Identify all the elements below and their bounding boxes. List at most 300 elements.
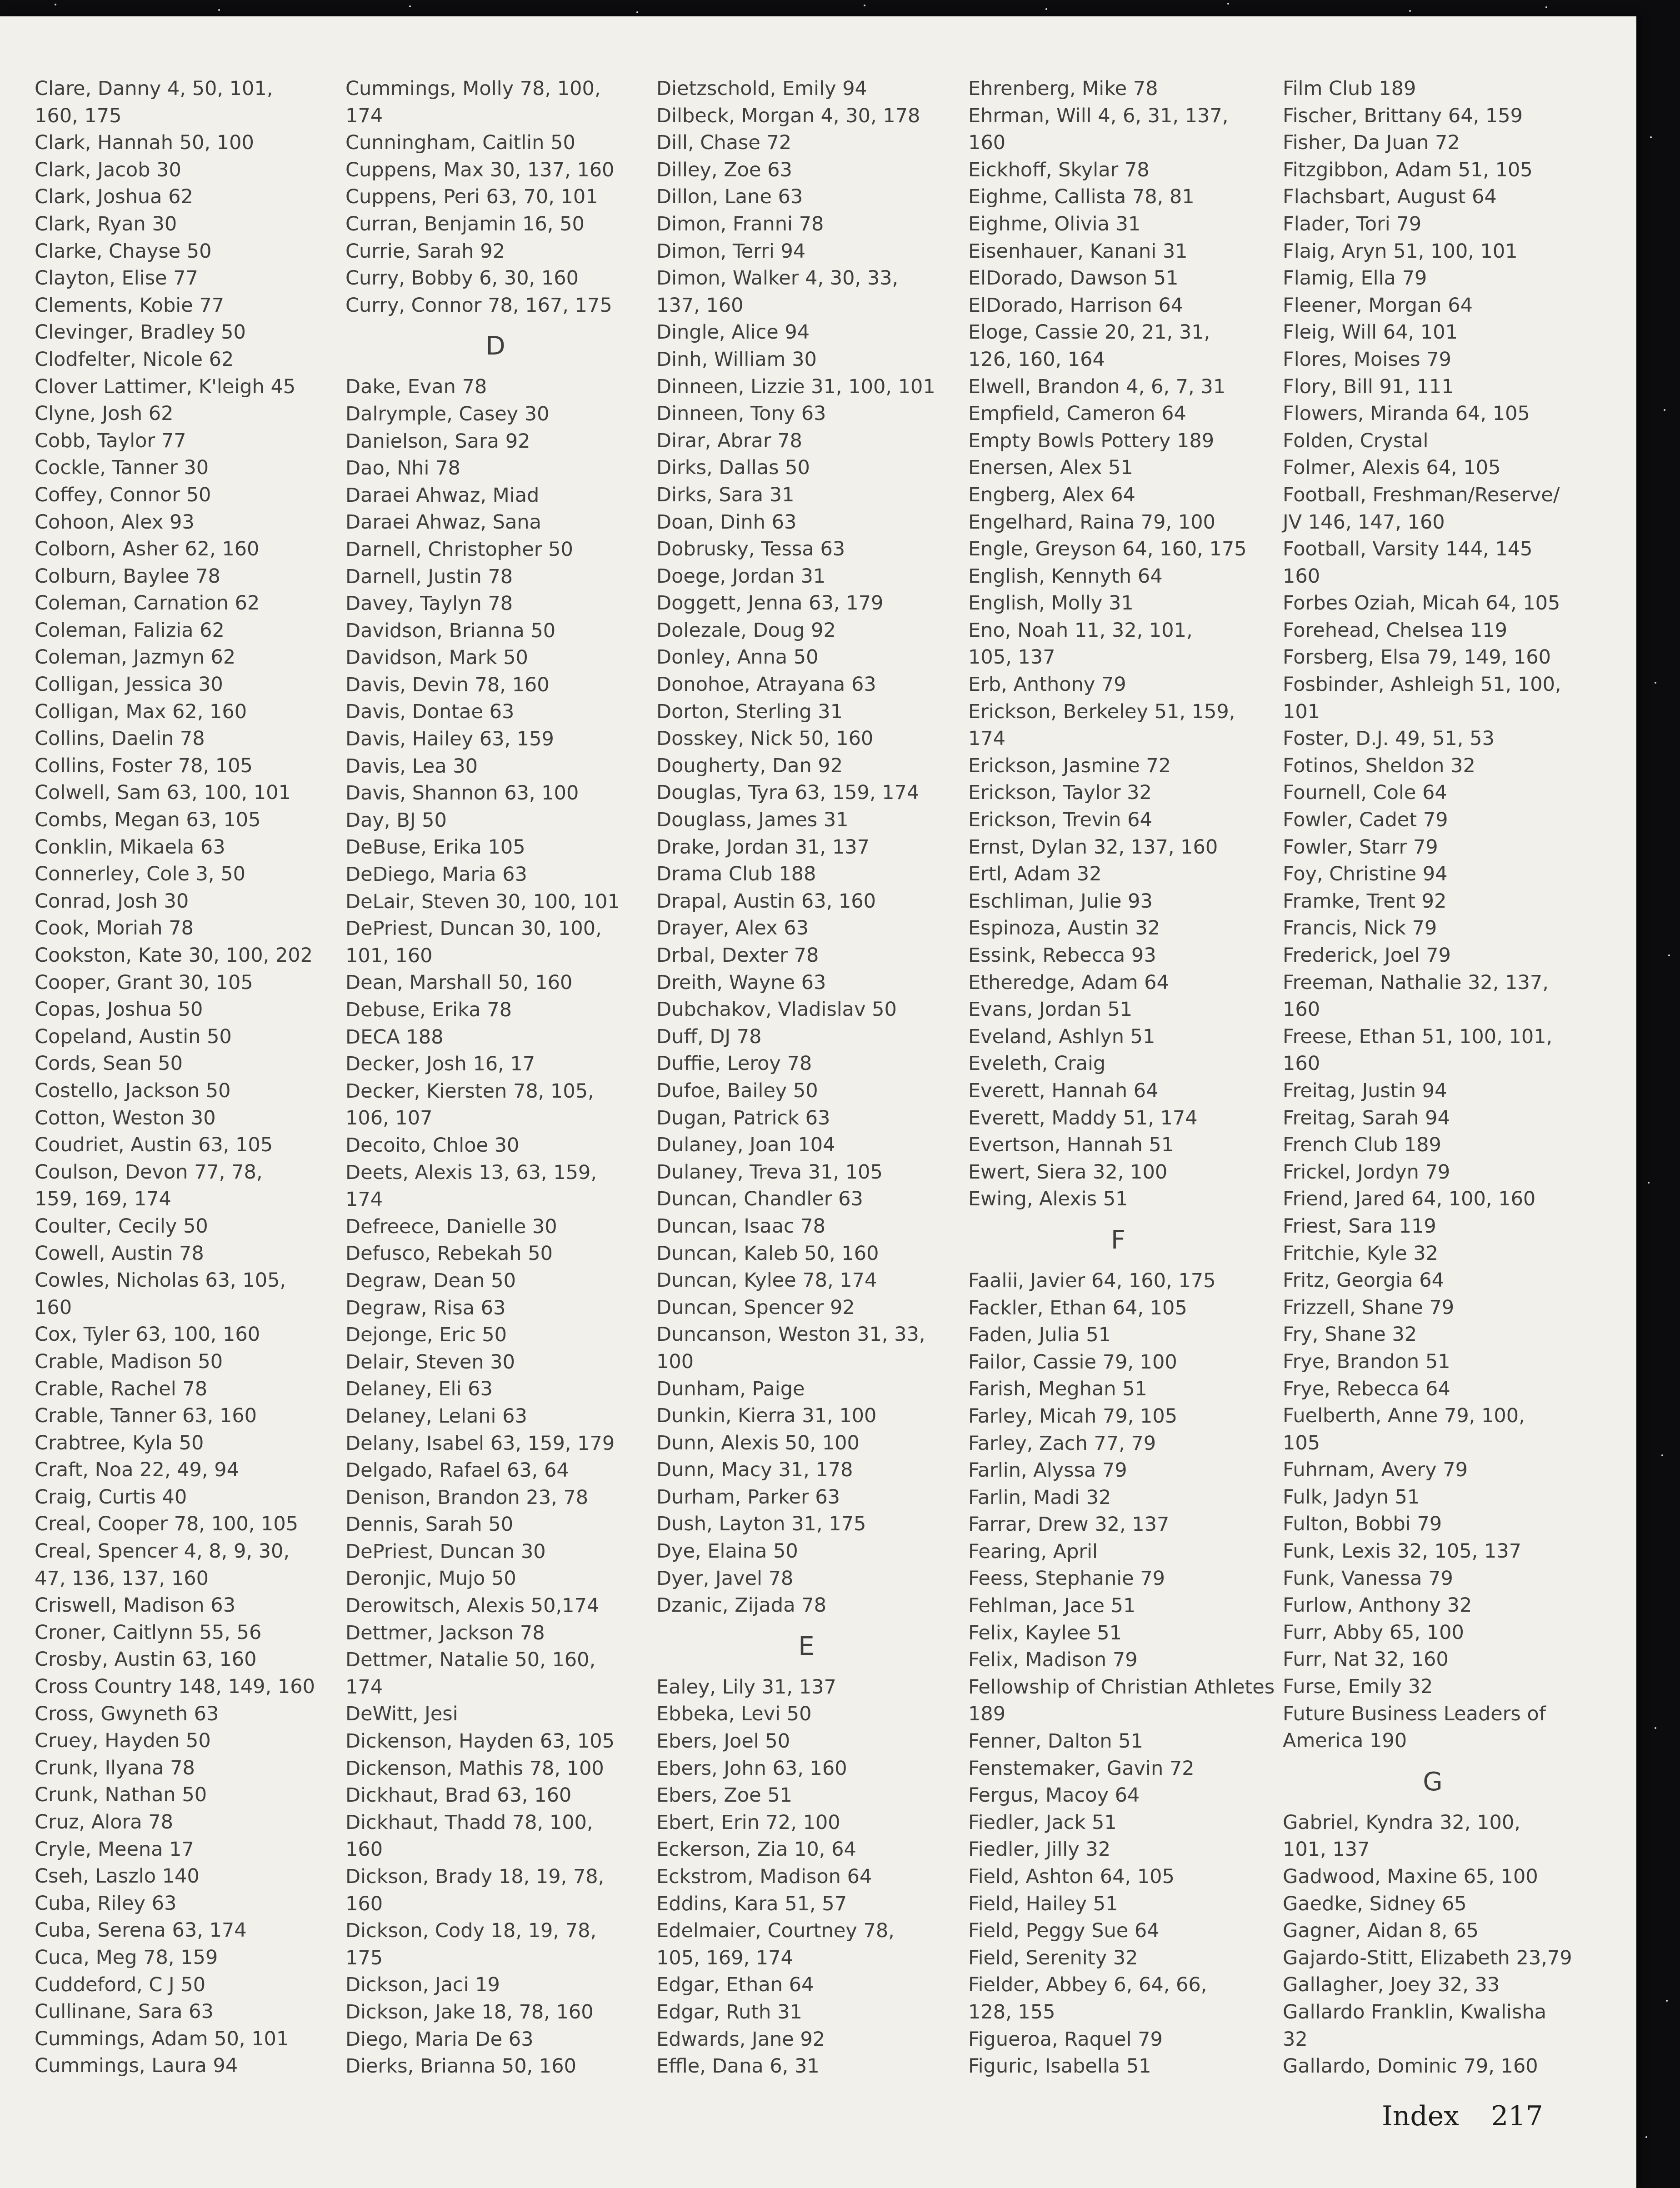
index-entry: Ebbeka, Levi 50 (656, 1703, 812, 1726)
letter-heading: G (1423, 1767, 1443, 1797)
index-entry: Dejonge, Eric 50 (345, 1324, 507, 1347)
index-entry: Coulson, Devon 77, 78, (35, 1160, 263, 1184)
index-entry: Frickel, Jordyn 79 (1283, 1160, 1450, 1184)
index-entry: Eloge, Cassie 20, 21, 31, (968, 321, 1210, 344)
index-entry: Dickenson, Mathis 78, 100 (345, 1757, 604, 1780)
index-entry: Dierks, Brianna 50, 160 (345, 2055, 576, 2078)
index-entry: Edwards, Jane 92 (656, 2028, 825, 2051)
index-entry: Furr, Abby 65, 100 (1283, 1621, 1464, 1644)
index-entry: Eckstrom, Madison 64 (656, 1865, 872, 1888)
index-entry: 175 (345, 1946, 383, 1969)
index-entry: Dorton, Sterling 31 (656, 700, 843, 723)
index-entry: Crosby, Austin 63, 160 (35, 1648, 257, 1671)
index-entry: Edelmaier, Courtney 78, (656, 1919, 895, 1943)
index-entry: Doggett, Jenna 63, 179 (656, 592, 884, 615)
index-entry: Davis, Dontae 63 (345, 700, 515, 724)
index-entry: Future Business Leaders of (1283, 1702, 1546, 1725)
index-entry: DePriest, Duncan 30 (345, 1540, 546, 1563)
index-entry: Dreith, Wayne 63 (656, 971, 826, 994)
index-entry: French Club 189 (1283, 1134, 1441, 1157)
index-entry: Framke, Trent 92 (1283, 889, 1447, 913)
index-entry: Foster, D.J. 49, 51, 53 (1283, 727, 1495, 750)
index-entry: Coleman, Carnation 62 (35, 592, 260, 615)
index-entry: Dettmer, Jackson 78 (345, 1621, 545, 1644)
index-entry: Cryle, Meena 17 (35, 1838, 194, 1861)
index-entry: Daraei Ahwaz, Sana (345, 511, 541, 534)
section-label: Index (1382, 2100, 1460, 2132)
index-entry: Freeman, Nathalie 32, 137, (1283, 971, 1549, 994)
index-entry: Darnell, Justin 78 (345, 565, 513, 588)
index-entry: Dimon, Walker 4, 30, 33, (656, 267, 899, 290)
index-entry: Forbes Oziah, Micah 64, 105 (1283, 592, 1560, 615)
index-entry: Cotton, Weston 30 (35, 1106, 216, 1129)
index-entry: Flory, Bill 91, 111 (1283, 375, 1454, 398)
index-entry: Cords, Sean 50 (35, 1052, 183, 1075)
background-speck (1045, 8, 1047, 10)
index-entry: Dilbeck, Morgan 4, 30, 178 (656, 104, 920, 127)
index-entry: Erickson, Jasmine 72 (968, 754, 1171, 777)
index-entry: 174 (345, 1188, 383, 1211)
index-entry: Coudriet, Austin 63, 105 (35, 1134, 273, 1157)
index-entry: Folden, Crystal (1283, 429, 1429, 452)
index-entry: 105 (1283, 1431, 1320, 1454)
index-entry: 160 (1283, 998, 1320, 1021)
index-entry: Edgar, Ethan 64 (656, 1973, 814, 1997)
index-entry: Connerley, Cole 3, 50 (35, 863, 245, 886)
index-column-1 (35, 75, 335, 2080)
index-entry: Dobrusky, Tessa 63 (656, 538, 845, 561)
index-entry: Farish, Meghan 51 (968, 1378, 1147, 1401)
index-entry: 189 (968, 1703, 1006, 1726)
index-entry: 174 (345, 104, 383, 127)
index-entry: Folmer, Alexis 64, 105 (1283, 456, 1501, 480)
index-entry: Croner, Caitlynn 55, 56 (35, 1621, 262, 1644)
index-entry: JV 146, 147, 160 (1283, 510, 1445, 534)
index-entry: 160 (345, 1892, 383, 1915)
index-entry: Decker, Josh 16, 17 (345, 1053, 535, 1076)
index-entry: Davis, Lea 30 (345, 754, 478, 778)
index-entry: ElDorado, Dawson 51 (968, 267, 1179, 290)
index-entry: Ehrman, Will 4, 6, 31, 137, (968, 104, 1229, 127)
index-entry: Fenner, Dalton 51 (968, 1730, 1144, 1753)
index-entry: Dilley, Zoe 63 (656, 158, 792, 181)
index-entry: Film Club 189 (1283, 77, 1416, 100)
background-speck (1661, 1454, 1663, 1456)
index-entry: Effle, Dana 6, 31 (656, 2055, 820, 2078)
index-entry: Clare, Danny 4, 50, 101, (35, 77, 273, 100)
index-entry: Conrad, Josh 30 (35, 889, 189, 913)
index-entry: Frizzell, Shane 79 (1283, 1296, 1455, 1319)
index-entry: Frederick, Joel 79 (1283, 944, 1451, 967)
index-entry: Fournell, Cole 64 (1283, 781, 1447, 804)
index-entry: Dirar, Abrar 78 (656, 429, 802, 452)
index-entry: Duncan, Isaac 78 (656, 1214, 826, 1238)
index-entry: Fowler, Cadet 79 (1283, 809, 1448, 832)
index-entry: Drbal, Dexter 78 (656, 944, 819, 967)
index-entry: Fiedler, Jack 51 (968, 1811, 1117, 1834)
index-entry: Dubchakov, Vladislav 50 (656, 998, 897, 1021)
index-entry: Crunk, Ilyana 78 (35, 1756, 195, 1779)
index-entry: Dimon, Terri 94 (656, 240, 806, 263)
index-entry: Davis, Devin 78, 160 (345, 673, 550, 696)
index-entry: Derowitsch, Alexis 50,174 (345, 1594, 600, 1618)
index-entry: Dinh, William 30 (656, 348, 817, 371)
index-entry: Dufoe, Bailey 50 (656, 1079, 818, 1102)
index-entry: Failor, Cassie 79, 100 (968, 1350, 1177, 1374)
index-entry: Farlin, Alyssa 79 (968, 1459, 1127, 1482)
index-entry: Dirks, Dallas 50 (656, 456, 810, 480)
background-speck (1545, 6, 1547, 8)
index-entry: Ewing, Alexis 51 (968, 1188, 1128, 1211)
index-entry: Cockle, Tanner 30 (35, 456, 209, 480)
index-entry: 137, 160 (656, 294, 744, 317)
index-entry: Everett, Maddy 51, 174 (968, 1106, 1198, 1129)
letter-heading: E (798, 1631, 815, 1661)
index-entry: Fitzgibbon, Adam 51, 105 (1283, 158, 1533, 181)
index-entry: Delair, Steven 30 (345, 1350, 515, 1374)
index-entry: Dougherty, Dan 92 (656, 754, 843, 777)
index-entry: Fowler, Starr 79 (1283, 835, 1438, 859)
index-entry: Fehlman, Jace 51 (968, 1594, 1136, 1618)
background-speck (218, 9, 220, 11)
index-entry: Creal, Spencer 4, 8, 9, 30, (35, 1540, 290, 1563)
index-entry: DePriest, Duncan 30, 100, (345, 917, 602, 940)
index-entry: Fleig, Will 64, 101 (1283, 321, 1458, 344)
index-entry: Elwell, Brandon 4, 6, 7, 31 (968, 375, 1226, 398)
background-speck (1409, 10, 1411, 12)
index-entry: Crable, Tanner 63, 160 (35, 1404, 257, 1428)
index-entry: Duncan, Kaleb 50, 160 (656, 1242, 879, 1265)
index-entry: Colligan, Jessica 30 (35, 673, 223, 696)
index-entry: Coffey, Connor 50 (35, 483, 211, 506)
index-entry: Freitag, Sarah 94 (1283, 1106, 1450, 1129)
index-entry: English, Kennyth 64 (968, 564, 1163, 588)
index-entry: Figueroa, Raquel 79 (968, 2028, 1163, 2051)
index-entry: Dill, Chase 72 (656, 131, 792, 155)
index-entry: Coleman, Falizia 62 (35, 619, 225, 642)
index-entry: Flores, Moises 79 (1283, 348, 1451, 371)
index-entry: Fenstemaker, Gavin 72 (968, 1757, 1195, 1780)
index-entry: Ebers, Joel 50 (656, 1730, 790, 1753)
background-speck (409, 5, 411, 7)
index-entry: Drama Club 188 (656, 863, 816, 886)
index-entry: 160 (968, 131, 1006, 155)
background-speck (1666, 2000, 1668, 2002)
index-entry: Fritchie, Kyle 32 (1283, 1242, 1439, 1265)
index-entry: 126, 160, 164 (968, 348, 1105, 371)
index-entry: Engelhard, Raina 79, 100 (968, 510, 1215, 534)
index-entry: Field, Ashton 64, 105 (968, 1865, 1175, 1888)
index-entry: English, Molly 31 (968, 592, 1134, 615)
index-entry: Gadwood, Maxine 65, 100 (1283, 1865, 1538, 1888)
index-entry: Field, Peggy Sue 64 (968, 1919, 1160, 1943)
index-entry: Flowers, Miranda 64, 105 (1283, 402, 1530, 425)
index-entry: Duncan, Chandler 63 (656, 1188, 863, 1211)
index-entry: Colborn, Asher 62, 160 (35, 538, 260, 561)
index-entry: Duncanson, Weston 31, 33, (656, 1323, 925, 1346)
index-entry: Copas, Joshua 50 (35, 998, 203, 1021)
index-entry: Cuba, Serena 63, 174 (35, 1919, 247, 1942)
index-entry: Fellowship of Christian Athletes (968, 1675, 1275, 1698)
index-entry: 47, 136, 137, 160 (35, 1567, 209, 1590)
index-entry: DeBuse, Erika 105 (345, 836, 525, 859)
index-entry: Empty Bowls Pottery 189 (968, 429, 1215, 452)
index-entry: Fischer, Brittany 64, 159 (1283, 104, 1523, 127)
index-entry: 160 (1283, 564, 1320, 588)
background-speck (1655, 1727, 1656, 1729)
index-entry: Flamig, Ella 79 (1283, 267, 1427, 290)
background-speck (1645, 2136, 1647, 2138)
index-entry: Farlin, Madi 32 (968, 1486, 1111, 1509)
index-entry: Decoito, Chloe 30 (345, 1134, 520, 1157)
index-entry: Ehrenberg, Mike 78 (968, 77, 1158, 100)
index-entry: Eno, Noah 11, 32, 101, (968, 619, 1193, 642)
index-entry: Eighme, Olivia 31 (968, 212, 1141, 235)
index-entry: Erb, Anthony 79 (968, 673, 1126, 696)
index-entry: Clodfelter, Nicole 62 (35, 348, 234, 371)
index-entry: Dyer, Javel 78 (656, 1567, 794, 1590)
index-entry: Gabriel, Kyndra 32, 100, (1283, 1811, 1520, 1834)
index-entry: Cullinane, Sara 63 (35, 2000, 214, 2023)
index-entry: Criswell, Madison 63 (35, 1594, 235, 1617)
background-speck (864, 5, 865, 6)
index-entry: Frye, Rebecca 64 (1283, 1377, 1450, 1400)
index-entry: Dao, Nhi 78 (345, 457, 460, 480)
index-entry: Dietzschold, Emily 94 (656, 77, 867, 100)
index-entry: Friest, Sara 119 (1283, 1214, 1436, 1238)
index-entry: Erickson, Trevin 64 (968, 809, 1152, 832)
index-entry: 105, 169, 174 (656, 1946, 793, 1969)
index-entry: Debuse, Erika 78 (345, 999, 512, 1021)
index-entry: Clark, Ryan 30 (35, 212, 177, 235)
index-entry: Fosbinder, Ashleigh 51, 100, (1283, 673, 1561, 696)
index-entry: Football, Varsity 144, 145 (1283, 538, 1533, 561)
index-entry: Dosskey, Nick 50, 160 (656, 727, 874, 750)
index-entry: Cohoon, Alex 93 (35, 510, 195, 534)
index-entry: Dalrymple, Casey 30 (345, 402, 550, 425)
index-entry: Duncan, Kylee 78, 174 (656, 1269, 877, 1292)
index-entry: Francis, Nick 79 (1283, 917, 1437, 940)
index-entry: Cowell, Austin 78 (35, 1242, 204, 1265)
index-entry: Farrar, Drew 32, 137 (968, 1513, 1170, 1536)
index-entry: Gallardo Franklin, Kwalisha (1283, 2000, 1546, 2023)
index-entry: Football, Freshman/Reserve/ (1283, 483, 1560, 506)
index-entry: Frye, Brandon 51 (1283, 1350, 1450, 1373)
index-page (0, 16, 1636, 2188)
index-entry: Danielson, Sara 92 (345, 430, 530, 453)
index-entry: Cobb, Taylor 77 (35, 429, 186, 452)
background-speck (1655, 682, 1656, 684)
index-entry: Fiedler, Jilly 32 (968, 1838, 1111, 1861)
index-entry: Cuppens, Peri 63, 70, 101 (345, 185, 598, 209)
index-entry: Everett, Hannah 64 (968, 1079, 1159, 1102)
index-entry: Dingle, Alice 94 (656, 321, 810, 344)
index-entry: Faalii, Javier 64, 160, 175 (968, 1269, 1216, 1292)
index-entry: Dickson, Cody 18, 19, 78, (345, 1919, 597, 1943)
index-entry: Eighme, Callista 78, 81 (968, 185, 1195, 209)
index-entry: Dickson, Jake 18, 78, 160 (345, 2000, 594, 2023)
index-entry: Ebers, Zoe 51 (656, 1784, 792, 1807)
index-entry: Crunk, Nathan 50 (35, 1783, 207, 1807)
index-entry: Felix, Madison 79 (968, 1648, 1138, 1672)
index-entry: Eisenhauer, Kanani 31 (968, 240, 1188, 263)
index-entry: Dirks, Sara 31 (656, 483, 795, 506)
index-entry: Creal, Cooper 78, 100, 105 (35, 1513, 299, 1536)
index-entry: Evans, Jordan 51 (968, 998, 1133, 1021)
index-entry: Curran, Benjamin 16, 50 (345, 212, 585, 235)
index-entry: Colligan, Max 62, 160 (35, 700, 247, 723)
index-entry: Dush, Layton 31, 175 (656, 1513, 866, 1536)
index-entry: Cruey, Hayden 50 (35, 1729, 211, 1753)
index-column-4 (968, 75, 1275, 2080)
index-entry: Doan, Dinh 63 (656, 510, 797, 534)
index-entry: Fulk, Jadyn 51 (1283, 1485, 1420, 1509)
index-entry: 174 (345, 1675, 383, 1698)
index-entry: Evertson, Hannah 51 (968, 1134, 1174, 1157)
index-entry: Drake, Jordan 31, 137 (656, 835, 870, 859)
index-entry: Deets, Alexis 13, 63, 159, (345, 1161, 597, 1184)
index-entry: Doege, Jordan 31 (656, 564, 826, 588)
index-entry: Davis, Shannon 63, 100 (345, 782, 579, 805)
index-entry: Deronjic, Mujo 50 (345, 1567, 516, 1590)
index-entry: Conklin, Mikaela 63 (35, 835, 225, 859)
index-entry: Dake, Evan 78 (345, 375, 487, 399)
index-entry: Duffie, Leroy 78 (656, 1052, 812, 1075)
index-entry: Funk, Lexis 32, 105, 137 (1283, 1540, 1522, 1563)
index-entry: Clements, Kobie 77 (35, 294, 225, 317)
index-entry: Combs, Megan 63, 105 (35, 809, 261, 832)
index-entry: Erickson, Taylor 32 (968, 781, 1152, 804)
index-entry: Fearing, April (968, 1540, 1098, 1563)
index-entry: Cunningham, Caitlin 50 (345, 131, 575, 155)
index-entry: 159, 169, 174 (35, 1188, 171, 1211)
index-entry: Ealey, Lily 31, 137 (656, 1675, 836, 1698)
index-entry: Felix, Kaylee 51 (968, 1621, 1122, 1644)
index-entry: Flaig, Aryn 51, 100, 101 (1283, 240, 1518, 263)
index-entry: Cummings, Molly 78, 100, (345, 77, 601, 100)
index-entry: Cox, Tyler 63, 100, 160 (35, 1323, 260, 1346)
index-entry: Dinneen, Lizzie 31, 100, 101 (656, 375, 935, 398)
index-entry: Engberg, Alex 64 (968, 483, 1135, 506)
index-entry: Ebert, Erin 72, 100 (656, 1811, 840, 1834)
index-entry: Cookston, Kate 30, 100, 202 (35, 944, 313, 967)
index-entry: Cowles, Nicholas 63, 105, (35, 1269, 286, 1292)
index-entry: Dunn, Macy 31, 178 (656, 1459, 853, 1482)
index-entry: Faden, Julia 51 (968, 1324, 1111, 1347)
index-entry: Cummings, Adam 50, 101 (35, 2027, 289, 2050)
background-speck (1668, 954, 1670, 956)
index-entry: Day, BJ 50 (345, 809, 447, 832)
index-entry: Gajardo-Stitt, Elizabeth 23,79 (1283, 1946, 1572, 1969)
index-entry: Ertl, Adam 32 (968, 863, 1102, 886)
index-entry: Dickhaut, Brad 63, 160 (345, 1784, 572, 1807)
index-entry: Fuelberth, Anne 79, 100, (1283, 1404, 1525, 1428)
index-entry: Friend, Jared 64, 100, 160 (1283, 1188, 1536, 1211)
index-entry: Freese, Ethan 51, 100, 101, (1283, 1025, 1553, 1048)
index-column-2 (345, 75, 645, 2080)
index-entry: Degraw, Risa 63 (345, 1296, 506, 1319)
index-entry: Cuddeford, C J 50 (35, 1973, 206, 1996)
index-entry: 101 (1283, 700, 1320, 723)
index-entry: Ebers, John 63, 160 (656, 1757, 847, 1780)
index-entry: Donley, Anna 50 (656, 646, 819, 669)
index-entry: Collins, Foster 78, 105 (35, 754, 253, 777)
index-entry: 100 (656, 1350, 694, 1373)
index-entry: Coulter, Cecily 50 (35, 1214, 208, 1238)
index-entry: Eveland, Ashlyn 51 (968, 1025, 1155, 1048)
index-entry: Forehead, Chelsea 119 (1283, 619, 1508, 642)
index-entry: Dzanic, Zijada 78 (656, 1594, 826, 1617)
index-entry: Dulaney, Joan 104 (656, 1134, 835, 1157)
index-entry: America 190 (1283, 1729, 1407, 1753)
index-entry: ElDorado, Harrison 64 (968, 294, 1184, 317)
index-entry: Ewert, Siera 32, 100 (968, 1160, 1168, 1184)
index-entry: Foy, Christine 94 (1283, 863, 1448, 886)
index-entry: 160 (345, 1838, 383, 1861)
index-entry: Fielder, Abbey 6, 64, 66, (968, 1973, 1207, 1997)
index-entry: Fergus, Macoy 64 (968, 1784, 1140, 1807)
letter-heading: D (485, 331, 505, 361)
index-entry: Copeland, Austin 50 (35, 1025, 232, 1048)
index-entry: Delany, Isabel 63, 159, 179 (345, 1432, 615, 1455)
index-entry: Dickenson, Hayden 63, 105 (345, 1730, 615, 1753)
index-entry: Dulaney, Treva 31, 105 (656, 1160, 883, 1184)
index-entry: Fackler, Ethan 64, 105 (968, 1296, 1187, 1319)
index-entry: Clarke, Chayse 50 (35, 240, 212, 263)
index-entry: Davidson, Mark 50 (345, 646, 528, 669)
index-column-5 (1283, 75, 1583, 2080)
index-entry: 160 (35, 1296, 72, 1319)
index-entry: Engle, Greyson 64, 160, 175 (968, 538, 1247, 561)
index-entry: Davey, Taylyn 78 (345, 592, 513, 615)
index-entry: Dunham, Paige (656, 1377, 805, 1400)
index-entry: 101, 160 (345, 944, 433, 967)
index-entry: Eckerson, Zia 10, 64 (656, 1838, 856, 1861)
index-entry: DeWitt, Jesi (345, 1703, 458, 1726)
index-entry: Craig, Curtis 40 (35, 1485, 187, 1509)
index-entry: Clevinger, Bradley 50 (35, 321, 246, 344)
index-entry: Ernst, Dylan 32, 137, 160 (968, 835, 1218, 859)
index-entry: Douglas, Tyra 63, 159, 174 (656, 781, 920, 804)
index-entry: Figuric, Isabella 51 (968, 2055, 1151, 2078)
index-entry: Dennis, Sarah 50 (345, 1513, 514, 1536)
index-entry: Clark, Joshua 62 (35, 185, 193, 209)
index-entry: Davis, Hailey 63, 159 (345, 728, 554, 751)
index-entry: Furse, Emily 32 (1283, 1675, 1433, 1698)
index-entry: Fulton, Bobbi 79 (1283, 1513, 1442, 1536)
index-entry: Forsberg, Elsa 79, 149, 160 (1283, 646, 1551, 669)
background-speck (1648, 1182, 1650, 1184)
index-entry: Curry, Bobby 6, 30, 160 (345, 267, 579, 290)
index-entry: Gaedke, Sidney 65 (1283, 1892, 1467, 1915)
index-entry: 174 (968, 727, 1006, 750)
index-entry: Cuca, Meg 78, 159 (35, 1946, 218, 1969)
index-entry: Douglass, James 31 (656, 809, 849, 832)
index-entry: Clyne, Josh 62 (35, 402, 174, 425)
index-entry: Dye, Elaina 50 (656, 1540, 798, 1563)
page-footer (1382, 2100, 1543, 2132)
index-entry: Dolezale, Doug 92 (656, 619, 836, 642)
background-speck (1664, 409, 1665, 411)
index-entry: Espinoza, Austin 32 (968, 917, 1160, 940)
index-entry: Dimon, Franni 78 (656, 212, 824, 235)
index-entry: Farley, Zach 77, 79 (968, 1432, 1156, 1455)
index-entry: Duff, DJ 78 (656, 1025, 762, 1048)
index-entry: Collins, Daelin 78 (35, 727, 205, 750)
index-entry: Cuba, Riley 63 (35, 1892, 177, 1915)
letter-heading: F (1110, 1225, 1126, 1255)
index-entry: Craft, Noa 22, 49, 94 (35, 1459, 239, 1482)
